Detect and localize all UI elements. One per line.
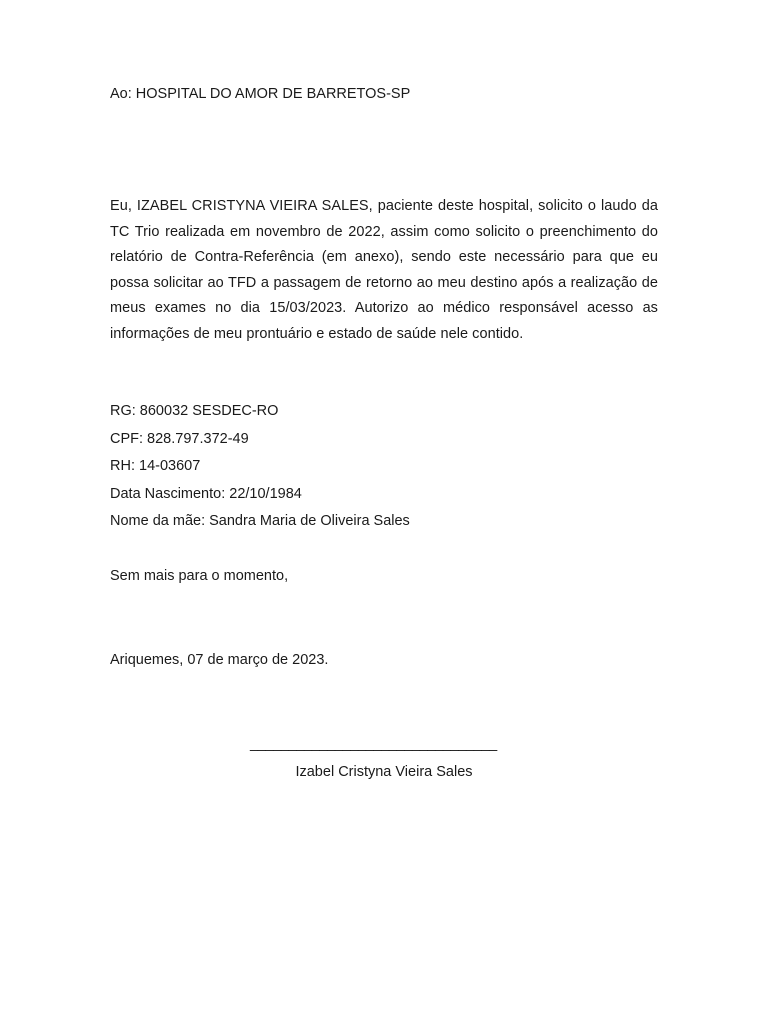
signature-line: ________________________________ bbox=[250, 736, 497, 752]
place-date-line: Ariquemes, 07 de março de 2023. bbox=[110, 652, 329, 668]
birth-date-line: Data Nascimento: 22/10/1984 bbox=[110, 485, 302, 502]
rg-line: RG: 860032 SESDEC-RO bbox=[110, 403, 279, 419]
personal-details bbox=[110, 398, 410, 536]
rh-line: RH: 14-03607 bbox=[110, 458, 201, 475]
cpf-line: CPF: 828.797.372-49 bbox=[110, 430, 249, 447]
mother-name-line: Nome da mãe: Sandra Maria de Oliveira Sales bbox=[110, 513, 410, 530]
recipient-line: Ao: HOSPITAL DO AMOR DE BARRETOS-SP bbox=[110, 86, 411, 102]
closing-line: Sem mais para o momento, bbox=[110, 568, 289, 584]
signatory-name: Izabel Cristyna Vieira Sales bbox=[295, 764, 473, 780]
letter-body: Eu, IZABEL CRISTYNA VIEIRA SALES, paciente deste hospital, solicito o laudo da TC Trio realizada em novembro de 2022, assim como solicito o preenchimento do relatório de Contra-Referência (em anexo), sendo este necessário para que eu possa solicitar ao TFD a passagem de retorno ao meu destino após a realização de meus exames no dia 15/03/2023. Autorizo ao médico responsável acesso as informações de meu prontuário e estado de saúde nele contido. bbox=[110, 198, 658, 342]
